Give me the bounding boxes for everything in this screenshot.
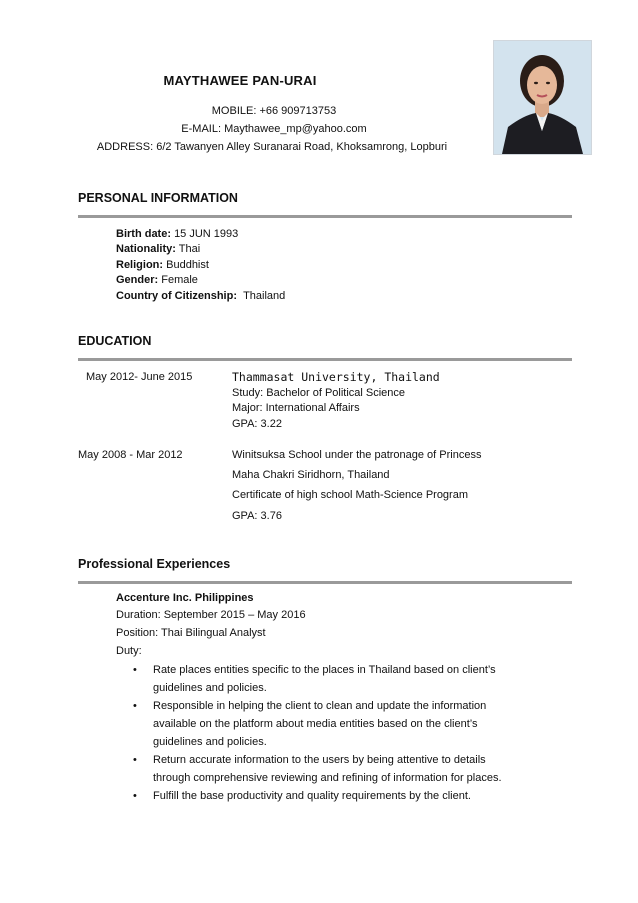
job-duration: Duration: September 2015 – May 2016 — [116, 609, 306, 621]
section-divider — [78, 358, 572, 361]
bullet-icon: • — [133, 664, 137, 676]
religion-value: Buddhist — [166, 259, 209, 271]
birth-date-value: 15 JUN 1993 — [174, 228, 239, 240]
education-school-1: Thammasat University, Thailand — [232, 370, 440, 384]
section-divider — [78, 581, 572, 584]
mobile-line: MOBILE: +66 909713753 — [211, 105, 337, 117]
birth-date-row — [116, 226, 238, 242]
birth-date-label: Birth date: — [116, 228, 171, 240]
education-school-2: Winitsuksa School under the patronage of Princess — [232, 449, 482, 461]
citizenship-value: Thailand — [243, 290, 286, 302]
education-period-1: May 2012- June 2015 — [86, 371, 193, 383]
gender-row — [116, 272, 198, 288]
gender-value: Female — [161, 274, 198, 286]
section-title-education: EDUCATION — [78, 334, 152, 348]
duty-text: guidelines and policies. — [153, 682, 267, 694]
duty-text: Responsible in helping the client to clean and update the information — [153, 700, 487, 712]
duty-text: Rate places entities specific to the places in Thailand based on client’s — [153, 664, 496, 676]
nationality-value: Thai — [178, 243, 201, 255]
address-line: ADDRESS: 6/2 Tawanyen Alley Suranarai Road, Khoksamrong, Lopburi — [96, 141, 448, 153]
job-position: Position: Thai Bilingual Analyst — [116, 627, 266, 639]
list-item — [131, 751, 571, 787]
nationality-label: Nationality: — [116, 243, 176, 255]
duty-text: Return accurate information to the users by being attentive to details — [153, 754, 486, 766]
duty-label: Duty: — [116, 645, 142, 657]
bullet-icon: • — [133, 700, 137, 712]
profile-photo — [493, 40, 592, 155]
person-photo-icon — [494, 41, 591, 154]
email-line: E-MAIL: Maythawee_mp@yahoo.com — [181, 123, 367, 135]
list-item — [131, 787, 571, 805]
religion-row — [116, 257, 209, 273]
company-name: Accenture Inc. Philippines — [116, 592, 254, 604]
section-divider — [78, 215, 572, 218]
education-gpa-2: GPA: 3.76 — [232, 510, 282, 522]
bullet-icon: • — [133, 790, 137, 802]
citizenship-label: Country of Citizenship: — [116, 290, 237, 302]
gender-label: Gender: — [116, 274, 159, 286]
section-title-experience: Professional Experiences — [78, 557, 231, 571]
citizenship-row — [116, 288, 285, 304]
education-gpa-1: GPA: 3.22 — [232, 418, 282, 430]
education-cert-2: Certificate of high school Math-Science Program — [232, 489, 468, 501]
nationality-row — [116, 241, 200, 257]
duty-text: Fulfill the base productivity and quality requirements by the client. — [153, 790, 471, 802]
duty-text: available on the platform about media entities based on the client’s — [153, 718, 478, 730]
education-period-2: May 2008 - Mar 2012 — [78, 449, 183, 461]
education-major-1: Major: International Affairs — [232, 402, 360, 414]
duty-text: through comprehensive reviewing and refining of information for places. — [153, 772, 502, 784]
duty-list — [131, 661, 571, 805]
resume-name: MAYTHAWEE PAN-URAI — [163, 73, 317, 88]
education-study-1: Study: Bachelor of Political Science — [232, 387, 406, 399]
education-school-2-cont: Maha Chakri Siridhorn, Thailand — [232, 469, 390, 481]
religion-label: Religion: — [116, 259, 164, 271]
duty-text: guidelines and policies. — [153, 736, 267, 748]
list-item — [131, 661, 571, 697]
list-item — [131, 697, 571, 751]
section-title-personal: PERSONAL INFORMATION — [78, 191, 238, 205]
bullet-icon: • — [133, 754, 137, 766]
